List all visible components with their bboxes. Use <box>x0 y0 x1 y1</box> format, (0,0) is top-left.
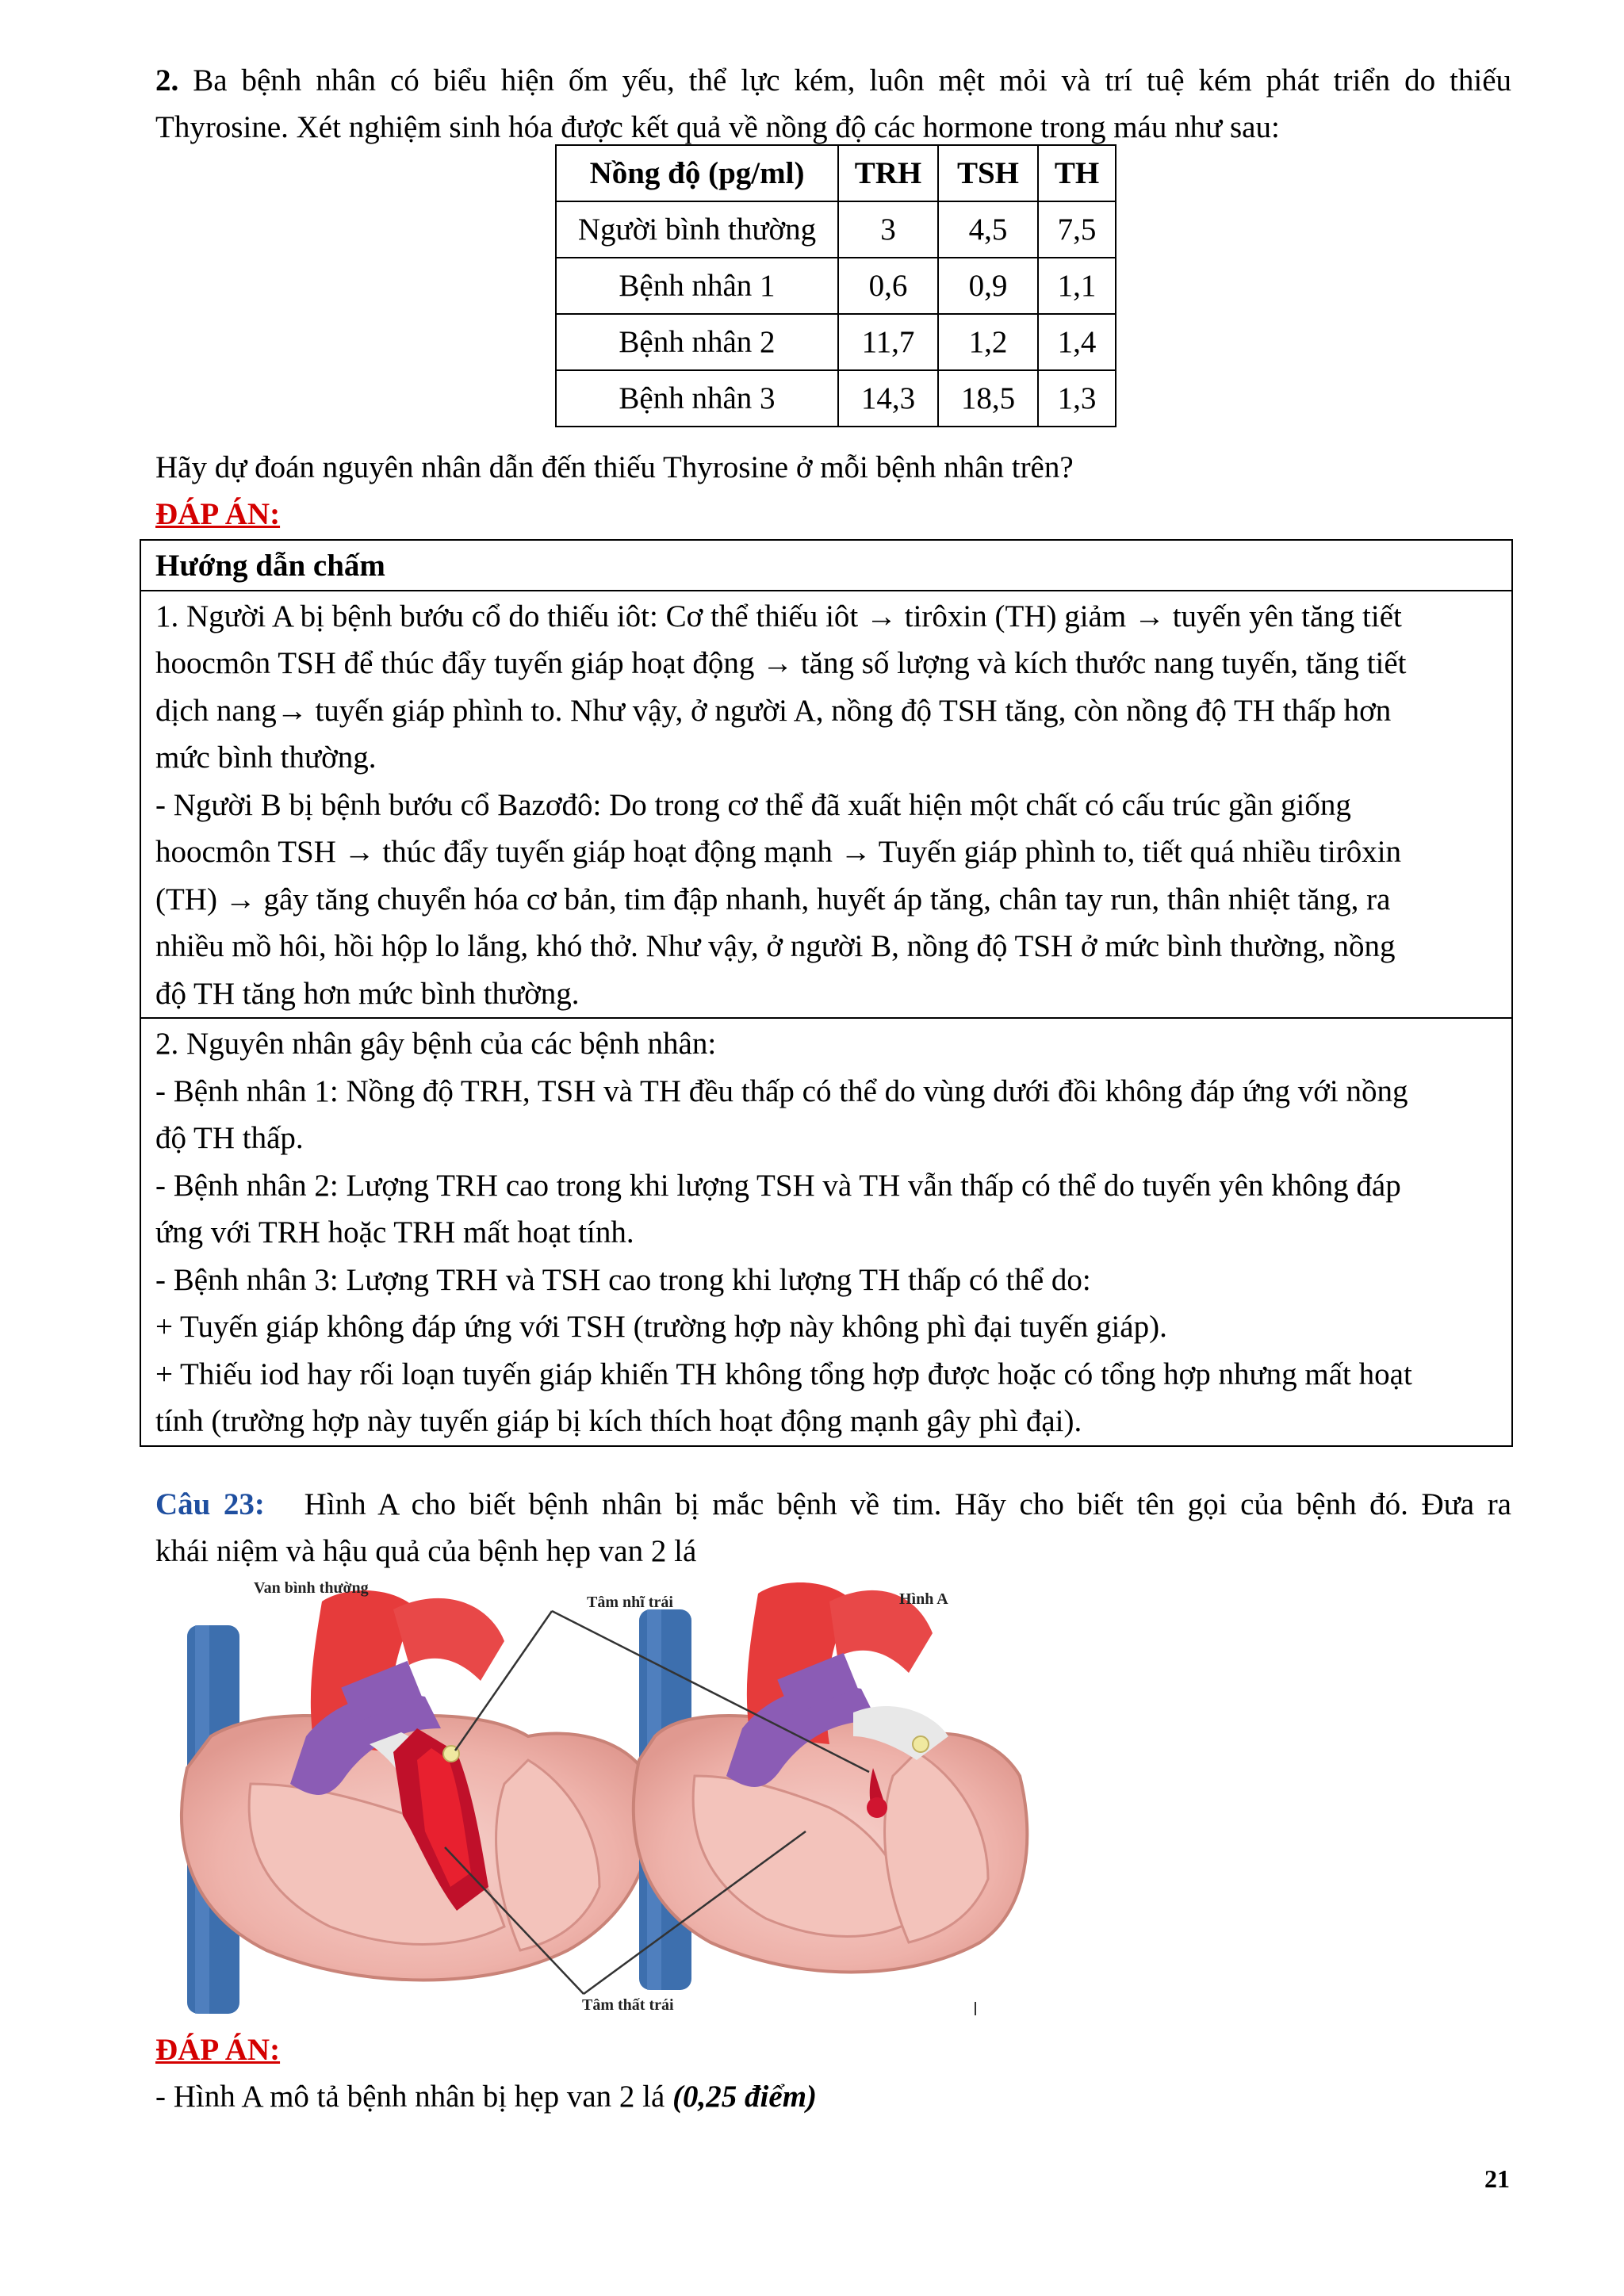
table-header-cell: TRH <box>838 145 938 201</box>
guide-line: - Bệnh nhân 3: Lượng TRH và TSH cao trong khi lượng TH thấp có thể do: <box>155 1262 1091 1297</box>
hormone-table <box>555 144 1116 427</box>
guide-line: độ TH thấp. <box>155 1121 304 1155</box>
guide-line: + Tuyến giáp không đáp ứng với TSH (trường hợp này không phì đại tuyến giáp). <box>155 1310 1167 1344</box>
table-cell: 0,6 <box>838 258 938 314</box>
table-header-cell: TSH <box>938 145 1038 201</box>
table-cell: Bệnh nhân 2 <box>556 314 838 370</box>
grading-guide-box <box>140 539 1513 1447</box>
table-cell: 3 <box>838 201 938 258</box>
answer2-text: - Hình A mô tả bệnh nhân bị hẹp van 2 lá <box>155 2080 673 2114</box>
question-23-line-1 <box>155 1481 1511 1528</box>
guide-line: (TH) → gây tăng chuyển hóa cơ bản, tim đập nhanh, huyết áp tăng, chân tay run, thân nhiệt tăng, ra <box>155 882 1391 916</box>
guide-line: dịch nang→ tuyến giáp phình to. Như vậy, ở người A, nồng độ TSH tăng, còn nồng độ TH thấp hơn <box>155 693 1392 728</box>
table-cell: 11,7 <box>838 314 938 370</box>
table-cell: 1,4 <box>1038 314 1116 370</box>
table-cell: Bệnh nhân 3 <box>556 370 838 427</box>
label-left-ventricle: Tâm thất trái <box>582 1996 674 2014</box>
guide-line: - Bệnh nhân 2: Lượng TRH cao trong khi lượng TSH và TH vẫn thấp có thể do tuyến yên không đáp <box>155 1168 1401 1203</box>
answer2-line <box>155 2073 1511 2120</box>
question-2-line-2: Thyrosine. Xét nghiệm sinh hóa được kết quả về nồng độ các hormone trong máu như sau: <box>155 110 1280 144</box>
table-row <box>556 258 1116 314</box>
question-2-number: 2. <box>155 63 179 98</box>
table-row <box>556 314 1116 370</box>
guide-line: nhiều mồ hôi, hồi hộp lo lắng, khó thở. Như vậy, ở người B, nồng độ TSH ở mức bình thường, nồng <box>155 929 1396 963</box>
guide-line: độ TH tăng hơn mức bình thường. <box>155 976 580 1011</box>
table-row <box>556 201 1116 258</box>
label-figure-a: Hình A <box>899 1590 948 1608</box>
heart-figure <box>155 1578 1032 2018</box>
label-left-atrium: Tâm nhĩ trái <box>587 1594 673 1611</box>
answer2-label-text: ĐÁP ÁN: <box>155 2033 281 2067</box>
table-cell: 7,5 <box>1038 201 1116 258</box>
question-23-label: Câu 23: <box>155 1487 265 1521</box>
guide-line: tính (trường hợp này tuyến giáp bị kích thích hoạt động mạnh gây phì đại). <box>155 1404 1082 1438</box>
guide-line: mức bình thường. <box>155 740 377 775</box>
table-cell: 14,3 <box>838 370 938 427</box>
table-cell: 4,5 <box>938 201 1038 258</box>
table-cell: 0,9 <box>938 258 1038 314</box>
guide-line: hoocmôn TSH để thúc đẩy tuyến giáp hoạt động → tăng số lượng và kích thước nang tuyến, tăng tiết <box>155 646 1407 680</box>
page-number: 21 <box>1484 2164 1510 2193</box>
answer-label <box>155 491 1511 538</box>
grading-guide-part-2 <box>141 1017 1511 1445</box>
label-normal-valve: Van bình thường <box>254 1579 369 1597</box>
guide-line: 1. Người A bị bệnh bướu cổ do thiếu iôt: Cơ thể thiếu iôt → tirôxin (TH) giảm → tuyến yên tăng tiết <box>155 599 1402 633</box>
table-cell: 1,2 <box>938 314 1038 370</box>
table-cell: 1,1 <box>1038 258 1116 314</box>
question-23-text-1: Hình A cho biết bệnh nhân bị mắc bệnh về tim. Hãy cho biết tên gọi của bệnh đó. Đưa ra <box>304 1487 1511 1521</box>
table-cell: 18,5 <box>938 370 1038 427</box>
guide-line: ứng với TRH hoặc TRH mất hoạt tính. <box>155 1215 634 1249</box>
guide-line: - Người B bị bệnh bướu cổ Bazơđô: Do trong cơ thể đã xuất hiện một chất có cấu trúc gần giống <box>155 787 1351 822</box>
answer2-points: (0,25 điểm) <box>672 2080 818 2114</box>
table-header-row <box>556 145 1116 201</box>
table-cell: 1,3 <box>1038 370 1116 427</box>
answer-label-text: ĐÁP ÁN: <box>155 497 281 531</box>
question-2-line-1 <box>155 57 1511 104</box>
table-cell: Bệnh nhân 1 <box>556 258 838 314</box>
guide-line: hoocmôn TSH → thúc đẩy tuyến giáp hoạt động mạnh → Tuyến giáp phình to, tiết quá nhiều tirôxin <box>155 835 1402 869</box>
heart-illustration <box>155 1578 1032 2018</box>
table-row <box>556 370 1116 427</box>
guide-line: 2. Nguyên nhân gây bệnh của các bệnh nhân: <box>155 1027 717 1061</box>
guide-line: + Thiếu iod hay rối loạn tuyến giáp khiến TH không tổng hợp được hoặc có tổng hợp nhưng mất hoạt <box>155 1357 1412 1391</box>
answer2-label <box>155 2026 1511 2073</box>
table-cell: Người bình thường <box>556 201 838 258</box>
question-2-prompt: Hãy dự đoán nguyên nhân dẫn đến thiếu Thyrosine ở mỗi bệnh nhân trên? <box>155 450 1074 484</box>
question-23-line-2: khái niệm và hậu quả của bệnh hẹp van 2 lá <box>155 1534 697 1568</box>
grading-guide-header: Hướng dẫn chấm <box>155 549 385 583</box>
table-header-cell: TH <box>1038 145 1116 201</box>
table-header-cell: Nồng độ (pg/ml) <box>556 145 838 201</box>
question-2-text-1: Ba bệnh nhân có biểu hiện ốm yếu, thể lực kém, luôn mệt mỏi và trí tuệ kém phát triển do thiếu <box>193 63 1512 98</box>
grading-guide-part-1 <box>141 590 1511 1018</box>
guide-line: - Bệnh nhân 1: Nồng độ TRH, TSH và TH đều thấp có thể do vùng dưới đồi không đáp ứng với nồng <box>155 1073 1408 1108</box>
